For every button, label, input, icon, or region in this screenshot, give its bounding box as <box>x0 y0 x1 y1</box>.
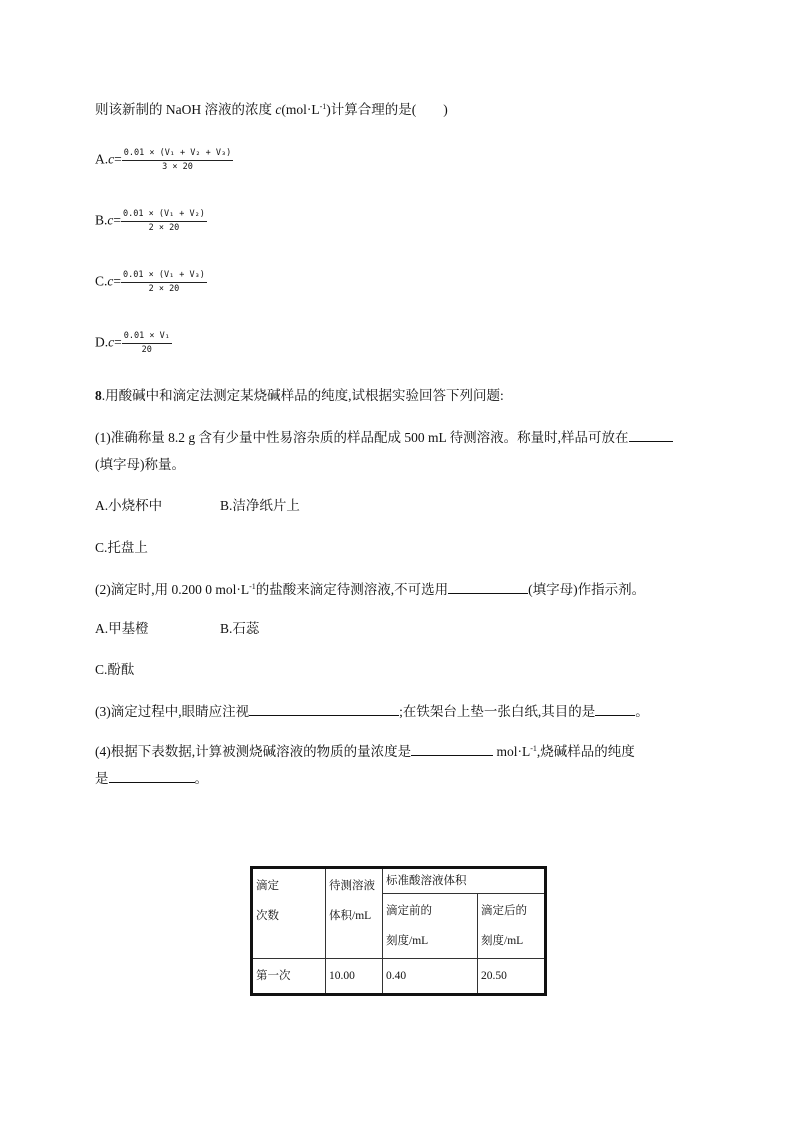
header-volume: 待测溶液 体积/mL <box>326 868 383 959</box>
option-c: C.c= $\frac{\text{0.01 × (V₁ + V₃)}}{2 \times 20}$ <box>95 270 205 294</box>
header-standard-acid: 标准酸溶液体积 <box>383 868 546 894</box>
cell-volume: 10.00 <box>326 959 383 995</box>
var-c: c <box>275 102 282 117</box>
option-d: D.c= $\frac{\text{0.01 × V₁}}{20}$ <box>95 331 170 355</box>
cell-before: 0.40 <box>383 959 478 995</box>
part-2-line: (2)滴定时,用 0.200 0 $mol\cdot L^{-1}$的盐酸来滴定待测溶液,不可选用 (填字母)作指示剂。 <box>95 582 646 597</box>
question-8-stem: 8.用酸碱中和滴定法测定某烧碱样品的纯度,试根据实验回答下列问题: <box>95 388 504 403</box>
answer-blank-1[interactable] <box>629 428 673 442</box>
part-1-option-c: C.托盘上 <box>95 540 148 555</box>
part-1-options-ab: A.小烧杯中 B.洁净纸片上 <box>95 498 300 513</box>
titration-data-table <box>250 866 547 996</box>
part-1-line2: (填字母)称量。 <box>95 457 185 472</box>
cell-after: 20.50 <box>478 959 546 995</box>
table-row <box>252 959 546 995</box>
cell-trial: 第一次 <box>252 959 326 995</box>
answer-blank-3[interactable] <box>249 702 399 716</box>
part-4-line1: (4)根据下表数据,计算被测烧碱溶液的物质的量浓度是 $mol\cdot L^{-1}$,烧碱样品的纯度 <box>95 744 635 759</box>
part-2-options-ab: A.甲基橙 B.石蕊 <box>95 621 260 636</box>
option-a: A.c= $\frac{\text{0.01 × (V₁ + V₂ + V₃)}}{3 \times 20}$ <box>95 148 232 172</box>
answer-blank-5[interactable] <box>411 742 493 756</box>
answer-blank-2[interactable] <box>448 580 528 594</box>
header-after: 滴定后的 刻度/mL <box>478 894 546 959</box>
part-2-option-c: C.酚酞 <box>95 662 135 677</box>
header-trial: 滴定 次数 <box>252 868 326 959</box>
answer-blank-6[interactable] <box>109 769 195 783</box>
fraction: $\frac{\text{0.01 × (V₁ + V₃)}}{2 \times 20}$ <box>123 270 205 294</box>
question-intro: 则该新制的 NaOH 溶液的浓度 $c(mol\cdot L^{-1})$计算合理的是( ) <box>95 102 448 117</box>
question-number: 8 <box>95 388 102 403</box>
answer-blank-4[interactable] <box>595 702 635 716</box>
fraction: $\frac{\text{0.01 × (V₁ + V₂)}}{2 \times 20}$ <box>123 209 205 233</box>
option-b: B.c= $\frac{\text{0.01 × (V₁ + V₂)}}{2 \times 20}$ <box>95 209 205 233</box>
part-3-line: (3)滴定过程中,眼睛应注视 ;在铁架台上垫一张白纸,其目的是 。 <box>95 704 649 719</box>
part-1-line1: (1)准确称量 8.2 g 含有少量中性易溶杂质的样品配成 500 mL 待测溶液。称量时,样品可放在 <box>95 428 673 447</box>
header-before: 滴定前的 刻度/mL <box>383 894 478 959</box>
part-4-line2: 是 。 <box>95 771 208 786</box>
fraction: $\frac{\text{0.01 × (V₁ + V₂ + V₃)}}{3 \times 20}$ <box>123 148 232 172</box>
fraction: $\frac{\text{0.01 × V₁}}{20}$ <box>123 331 170 355</box>
